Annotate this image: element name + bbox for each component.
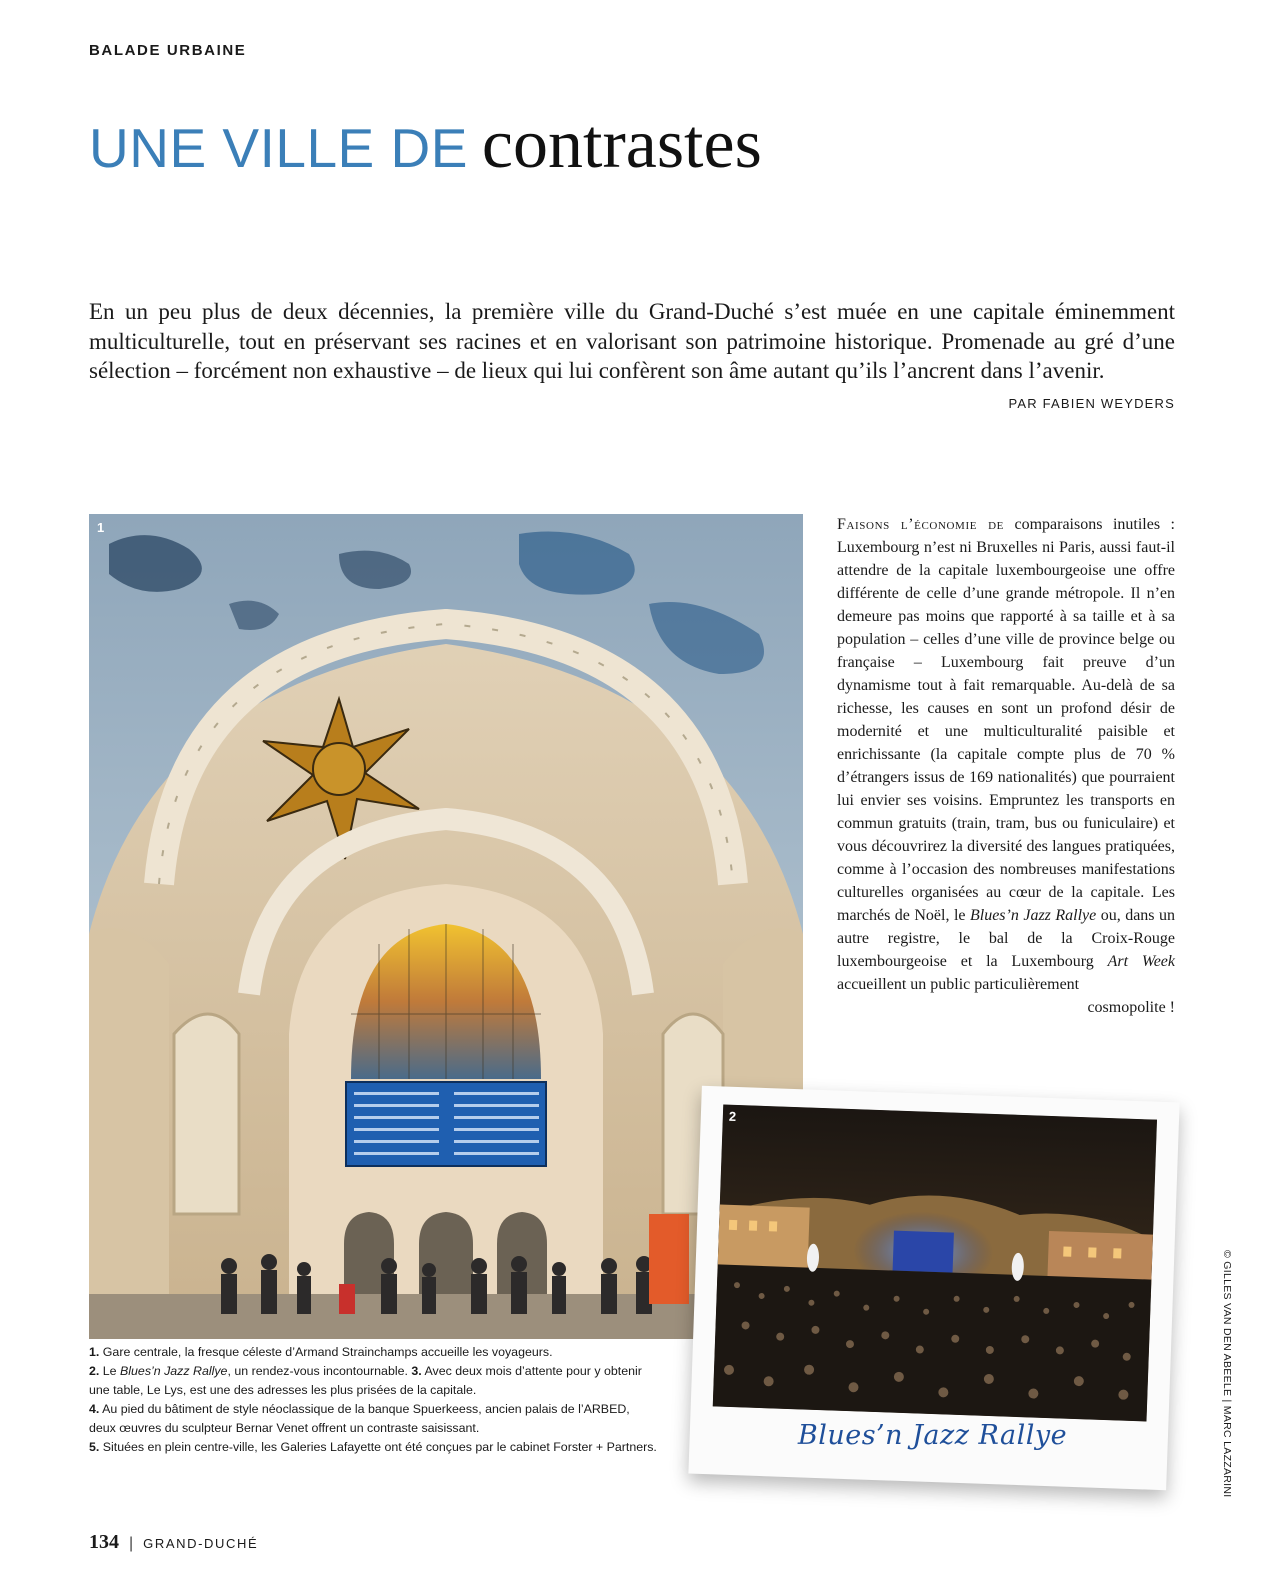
page-footer	[89, 1531, 258, 1554]
footer-separator: |	[129, 1535, 134, 1552]
article-emphasis-2: Art Week	[1107, 953, 1176, 970]
caption-text: Gare centrale, la fresque céleste d’Armand Strainchamps accueille les voyageurs.	[99, 1345, 553, 1359]
caption-emphasis: Blues’n Jazz Rallye	[120, 1364, 228, 1378]
article-emphasis-1: Blues’n Jazz Rallye	[969, 907, 1097, 924]
section-label: BALADE URBAINE	[89, 42, 247, 59]
caption-number: 5.	[89, 1440, 100, 1454]
caption-text: Au pied du bâtiment de style néoclassique de la banque Spuerkeess, ancien palais de l’ARBED, deux œuvres du sculpteur Bernar Venet offrent un contraste saisissant.	[89, 1402, 630, 1435]
photo-train-station	[89, 514, 803, 1339]
page-title	[89, 106, 762, 183]
article-text-1: comparaisons inutiles : Luxembourg n’est ni Bruxelles ni Paris, aussi faut-il attendre de la capitale luxembourgeoise une offre différente de celle d’une grande métropole. Il n’en demeure pas moins que rapporté à sa taille et à sa population – celles d’une ville de province belge ou française – Luxembourg fait preuve d’un dynamisme tout à fait remarquable. Au-delà de sa richesse, les causes en sont un profond désir de modernité et une multiculturalité paisible et enrichissante (la capitale compte plus de 70 % d’étrangers issus de 169 nationalités) que pourraient lui envier ses voisins. Empruntez les transports en commun gratuits (train, tram, bus ou funiculaire) et vous découvrirez la diversité des langues pratiquées, comme à l’occasion des nombreuses manifestations culturelles organisées au cœur de la capitale. Les marchés de Noël, le	[837, 516, 1175, 924]
caption-text: Situées en plein centre-ville, les Galeries Lafayette ont été conçues par le cabinet Forster + Partners.	[99, 1440, 657, 1454]
photo-number-2: 2	[728, 1108, 737, 1124]
caption-text: Avec deux mois d’attente pour y obtenir une table, Le Lys, est une des adresses les plus prisées de la capitale.	[89, 1364, 642, 1397]
caption-number: 3.	[411, 1364, 422, 1378]
title-part-1: UNE VILLE DE	[89, 117, 468, 179]
title-part-2: contrastes	[481, 106, 762, 183]
caption-number: 1.	[89, 1345, 100, 1359]
photo-captions	[89, 1343, 659, 1457]
page-number: 134	[89, 1531, 119, 1553]
article-text-2: ou, dans un autre registre, le bal de la Croix-Rouge luxembourgeoise et la Luxembourg	[837, 907, 1176, 970]
article-body	[837, 513, 1175, 1019]
station-hall-illustration	[89, 514, 803, 1339]
photo-number-1: 1	[97, 520, 105, 535]
caption-text: Le	[99, 1364, 121, 1378]
caption-number: 2.	[89, 1364, 100, 1378]
article-lead-in: Faisons l’économie de	[837, 516, 1004, 533]
magazine-name: GRAND-DUCHÉ	[143, 1536, 259, 1551]
photo-concert-crowd	[713, 1105, 1157, 1422]
article-text-3: accueillent un public particulièrement	[837, 976, 1080, 993]
byline: PAR FABIEN WEYDERS	[1008, 396, 1175, 411]
article-last-line: cosmopolite !	[1087, 999, 1175, 1016]
intro-paragraph: En un peu plus de deux décennies, la première ville du Grand-Duché s’est muée en une capitale éminemment multiculturelle, tout en préservant ses racines et en valorisant son patrimoine historique. Promenade au gré d’une sélection – forcément non exhaustive – de lieux qui lui confèrent son âme autant qu’ils l’ancrent dans l’avenir.	[89, 299, 1175, 383]
concert-illustration	[713, 1105, 1157, 1422]
caption-text: , un rendez-vous incontournable.	[227, 1364, 412, 1378]
polaroid-photo-frame	[688, 1086, 1179, 1490]
photo-credit: © GILLES VAN DEN ABEELE | MARC LAZZARINI	[1221, 1250, 1233, 1498]
handwritten-caption: Blues’n Jazz Rallye	[797, 1420, 1068, 1452]
caption-number: 4.	[89, 1402, 100, 1416]
